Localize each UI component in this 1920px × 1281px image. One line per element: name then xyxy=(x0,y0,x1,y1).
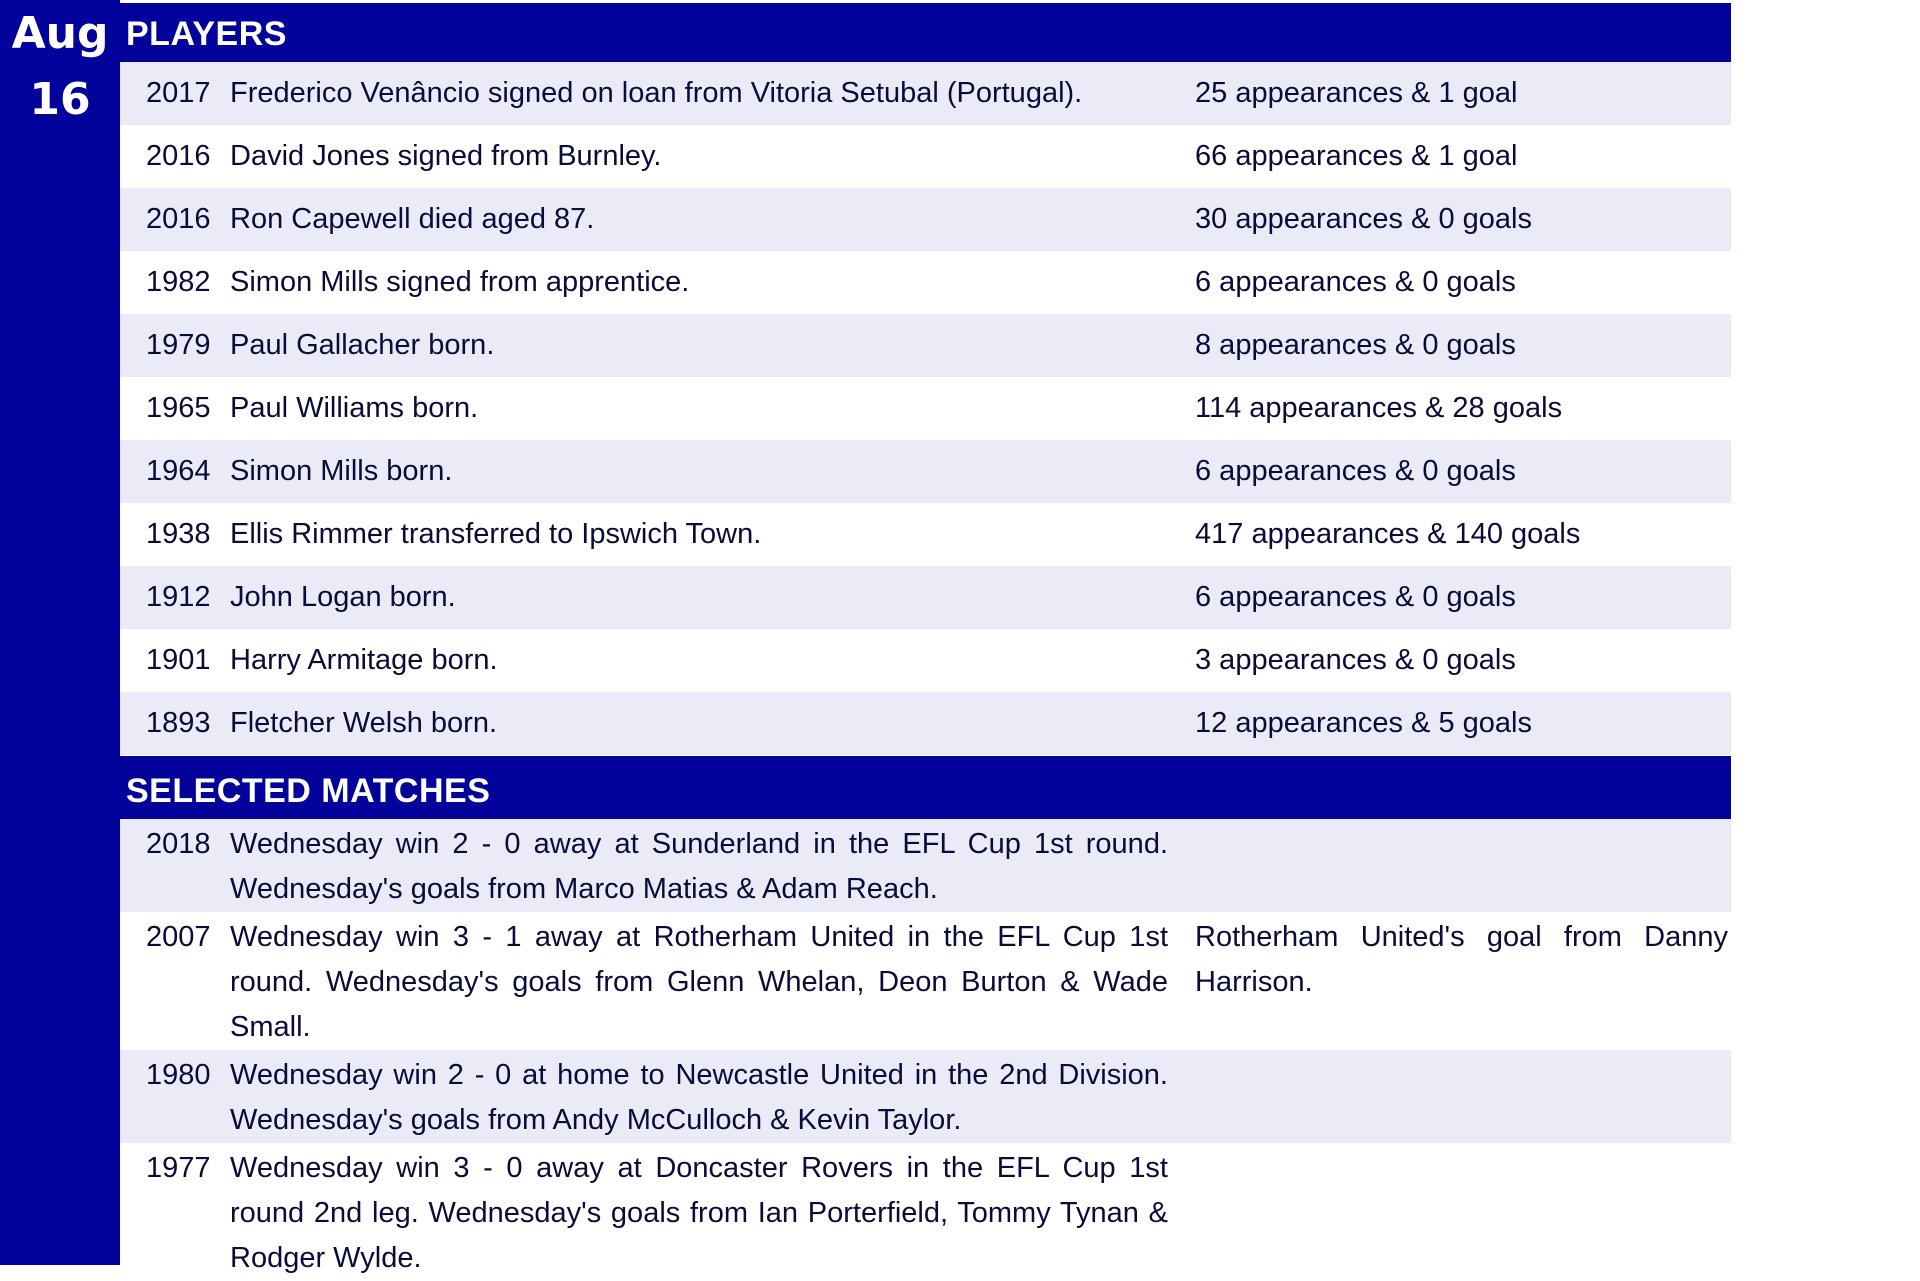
player-row xyxy=(120,251,1731,314)
match-description: Wednesday win 3 - 0 away at Doncaster Rovers in the EFL Cup 1st round 2nd leg. Wednesday's goals from Ian Porterfield, Tommy Tynan & Rodger Wylde. xyxy=(230,1152,1168,1274)
match-note: Rotherham United's goal from Danny Harrison. xyxy=(1195,921,1728,998)
player-row xyxy=(120,503,1731,566)
player-row xyxy=(120,440,1731,503)
player-stats: 66 appearances & 1 goal xyxy=(1195,140,1518,172)
player-year: 2017 xyxy=(146,77,211,109)
player-stats: 3 appearances & 0 goals xyxy=(1195,644,1516,676)
player-description: Paul Williams born. xyxy=(230,392,479,424)
matches-section-header: SELECTED MATCHES xyxy=(118,756,1731,819)
date-sidebar xyxy=(0,0,120,1265)
match-year: 1980 xyxy=(146,1059,211,1091)
match-row xyxy=(120,912,1731,1050)
player-stats: 6 appearances & 0 goals xyxy=(1195,455,1516,487)
date-day: 16 xyxy=(29,74,91,125)
player-stats: 6 appearances & 0 goals xyxy=(1195,266,1516,298)
player-year: 1979 xyxy=(146,329,211,361)
match-year: 2018 xyxy=(146,828,211,860)
match-description: Wednesday win 2 - 0 away at Sunderland in the EFL Cup 1st round. Wednesday's goals from Marco Matias & Adam Reach. xyxy=(230,828,1168,905)
player-row xyxy=(120,377,1731,440)
player-year: 1938 xyxy=(146,518,211,550)
player-description: David Jones signed from Burnley. xyxy=(230,140,662,172)
player-stats: 30 appearances & 0 goals xyxy=(1195,203,1532,235)
player-description: Fletcher Welsh born. xyxy=(230,707,498,739)
player-row xyxy=(120,314,1731,377)
player-stats: 114 appearances & 28 goals xyxy=(1195,392,1563,424)
player-stats: 8 appearances & 0 goals xyxy=(1195,329,1516,361)
match-row xyxy=(120,1050,1731,1143)
player-row xyxy=(120,62,1731,125)
match-description: Wednesday win 2 - 0 at home to Newcastle United in the 2nd Division. Wednesday's goals from Andy McCulloch & Kevin Taylor. xyxy=(230,1059,1168,1136)
player-description: Ron Capewell died aged 87. xyxy=(230,203,595,235)
players-section-header: PLAYERS xyxy=(118,3,1731,62)
player-row xyxy=(120,692,1731,755)
player-year: 1965 xyxy=(146,392,211,424)
player-row xyxy=(120,188,1731,251)
player-stats: 12 appearances & 5 goals xyxy=(1195,707,1532,739)
player-description: Frederico Venâncio signed on loan from Vitoria Setubal (Portugal). xyxy=(230,77,1083,109)
player-stats: 25 appearances & 1 goal xyxy=(1195,77,1518,109)
player-stats: 6 appearances & 0 goals xyxy=(1195,581,1516,613)
player-description: Harry Armitage born. xyxy=(230,644,498,676)
player-year: 1964 xyxy=(146,455,211,487)
player-row xyxy=(120,629,1731,692)
match-year: 2007 xyxy=(146,921,211,953)
player-description: Simon Mills signed from apprentice. xyxy=(230,266,690,298)
players-list xyxy=(120,62,1731,755)
player-row xyxy=(120,566,1731,629)
player-year: 1901 xyxy=(146,644,211,676)
player-year: 1912 xyxy=(146,581,211,613)
player-description: John Logan born. xyxy=(230,581,456,613)
match-row xyxy=(120,1143,1731,1281)
match-description: Wednesday win 3 - 1 away at Rotherham United in the EFL Cup 1st round. Wednesday's goals from Glenn Whelan, Deon Burton & Wade Small. xyxy=(230,921,1168,1043)
player-description: Paul Gallacher born. xyxy=(230,329,495,361)
matches-list xyxy=(120,819,1731,1281)
match-row xyxy=(120,819,1731,912)
player-year: 1893 xyxy=(146,707,211,739)
player-description: Ellis Rimmer transferred to Ipswich Town. xyxy=(230,518,762,550)
player-description: Simon Mills born. xyxy=(230,455,453,487)
match-year: 1977 xyxy=(146,1152,211,1184)
date-month: Aug xyxy=(11,8,109,59)
player-stats: 417 appearances & 140 goals xyxy=(1195,518,1581,550)
player-row xyxy=(120,125,1731,188)
player-year: 2016 xyxy=(146,140,211,172)
player-year: 2016 xyxy=(146,203,211,235)
player-year: 1982 xyxy=(146,266,211,298)
